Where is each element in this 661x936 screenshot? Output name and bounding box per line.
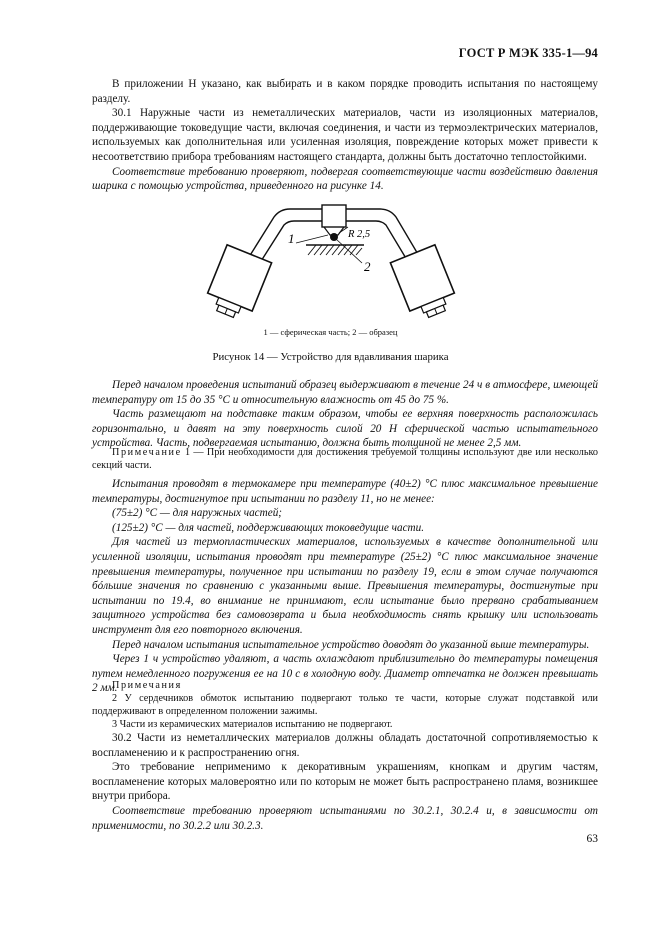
note-item: 3 Части из керамических материалов испытанию не подвергают.	[112, 719, 393, 730]
text-block-intro	[92, 77, 598, 194]
notes-2-3	[92, 679, 598, 731]
paragraph: Для частей из термопластических материалов, используемых в качестве дополнительной или усиленной изоляции, испытания проводят при температуре (25±2) °С плюс максимальное значение превышения температуры, полученное при испытании по разделу 19, если в этом случае получаются бóльшие значения по сравнению с указанными выше. Превышения температуры, достигнутые при испытании по 19.4, во внимание не принимают, если испытание было прервано срабатыванием защитного устройства без самовозврата и была необходимость снять крышку или использовать инструмент для его повторного включения.	[92, 536, 598, 636]
text-block-test	[92, 477, 598, 696]
note-text: 1 — При необходимости для достижения требуемой толщины используют две или несколько секций части.	[92, 447, 598, 471]
document-header: ГОСТ Р МЭК 335-1—94	[458, 46, 598, 60]
figure-caption: Рисунок 14 — Устройство для вдавливания шарика	[212, 351, 449, 363]
paragraph: (75±2) °С — для наружных частей;	[112, 507, 283, 520]
paragraph: Это требование неприменимо к декоративным украшениям, кнопкам и другим частям, воспламенение которых маловероятно или по которым не может быть распространено пламя, возникшее внутри прибора.	[92, 761, 598, 803]
paragraph: 30.2 Части из неметаллических материалов должны обладать достаточной сопротивляемостью к воспламенению и к распространению огня.	[92, 732, 598, 759]
text-block-conditions	[92, 378, 598, 451]
note-1	[92, 446, 598, 472]
figure-label-1: 1	[288, 231, 295, 246]
figure-legend: 1 — сферическая часть; 2 — образец	[263, 327, 398, 337]
paragraph: Через 1 ч устройство удаляют, а часть охлаждают приблизительно до температуры помещения путем немедленного погружения ее на 10 с в холодную воду. Диаметр отпечатка не должен превышать 2 мм.	[92, 653, 598, 695]
paragraph: (125±2) °С — для частей, поддерживающих токоведущие части.	[112, 521, 425, 534]
paragraph: Соответствие требованию проверяют испытаниями по 30.2.1, 30.2.4 и, в зависимости от применимости, по 30.2.2 или 30.2.3.	[92, 804, 598, 832]
radius-label: R 2,5	[348, 229, 371, 240]
note-item: 2 У сердечников обмоток испытанию подвергают только те части, которые служат подставкой или поддерживают в определенном положении зажимы.	[92, 693, 598, 717]
paragraph: В приложении Н указано, как выбирать и в каком порядке проводить испытания по настоящему разделу.	[92, 78, 598, 105]
ball-pressure-device-figure	[196, 197, 466, 322]
note-label: Примечание	[112, 447, 182, 458]
text-block-30-2	[92, 731, 598, 833]
paragraph: Испытания проводят в термокамере при температуре (40±2) °С плюс максимальное превышение температуры, достигнутое при испытании по разделу 11, но не менее:	[92, 478, 598, 505]
figure-label-2: 2	[364, 259, 371, 274]
paragraph: Перед началом испытания испытательное устройство доводят до указанной выше температуры.	[112, 638, 590, 651]
paragraph: Перед началом проведения испытаний образец выдерживают в течение 24 ч в атмосфере, имеющей температуру от 15 до 35 °С и относительную влажность от 45 до 75 %.	[92, 379, 598, 406]
notes-heading: Примечания	[112, 680, 182, 691]
paragraph: Часть размещают на подставке таким образом, чтобы ее верхняя поверхность расположилась горизонтально, и давят на эту поверхность силой 20 Н сферической частью испытательного устройства. Часть, подвергаемая испытанию, должна быть толщиной не менее 2,5 мм.	[92, 408, 598, 450]
paragraph: 30.1 Наружные части из неметаллических материалов, части из изоляционных материалов, поддерживающие токоведущие части, включая соединения, и части из термоэлектрических материалов, используемых как дополнительная или усиленная изоляция, повреждение которых может привести к несоответствию прибора требованиям настоящего стандарта, должны быть достаточно теплостойкими.	[92, 107, 598, 163]
page-number: 63	[586, 833, 598, 845]
paragraph: Соответствие требованию проверяют, подвергая соответствующие части воздействию давления шарика с помощью устройства, приведенного на рисунке 14.	[92, 165, 598, 193]
